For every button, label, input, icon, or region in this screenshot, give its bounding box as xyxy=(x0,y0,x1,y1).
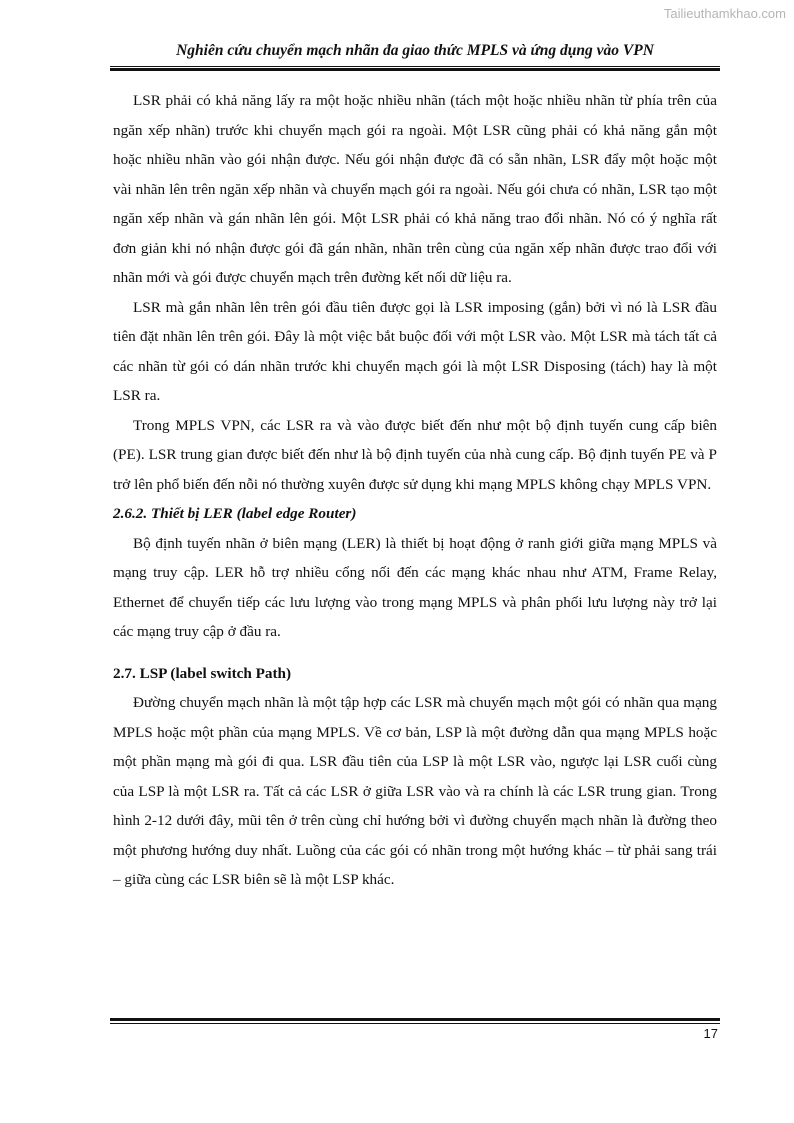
header-rule-thick xyxy=(110,68,720,71)
footer-rule-thin xyxy=(110,1023,720,1024)
page-body xyxy=(113,86,717,895)
paragraph-lsp: Đường chuyển mạch nhãn là một tập hợp các LSR mà chuyển mạch một gói có nhãn qua mạng MPLS hoặc một phần của mạng MPLS. Về cơ bản, LSP là một đường dẫn qua mạng MPLS hoặc một phần mạng mà gói đi qua. LSR đầu tiên của LSP là một LSR vào, ngược lại LSR cuối cùng của LSP là một LSR ra. Tất cả các LSR ở giữa LSR vào và ra chính là các LSR trung gian. Trong hình 2-12 dưới đây, mũi tên ở trên cùng chỉ hướng bởi vì đường chuyển mạch nhãn là đường theo một phương hướng duy nhất. Luồng của các gói có nhãn trong một hướng khác – từ phải sang trái – giữa cùng các LSR biên sẽ là một LSP khác. xyxy=(113,694,717,888)
paragraph-lsr-imposing: LSR mà gắn nhãn lên trên gói đầu tiên được gọi là LSR imposing (gắn) bởi vì nó là LSR đầu tiên đặt nhãn lên trên gói. Đây là một việc bắt buộc đối với một LSR vào. Một LSR mà tách tất cả các nhãn từ gói có dán nhãn trước khi chuyển mạch gói là một LSR Disposing (tách) hay là một LSR ra. xyxy=(113,298,717,404)
footer-rule-thick xyxy=(110,1018,720,1021)
section-heading-lsp: 2.7. LSP (label switch Path) xyxy=(113,664,292,682)
paragraph-mpls-vpn: Trong MPLS VPN, các LSR ra và vào được biết đến như một bộ định tuyến cung cấp biên (PE). LSR trung gian được biết đến như là bộ định tuyến của nhà cung cấp. Bộ định tuyến PE và P trở lên phổ biến đến nỗi nó thường xuyên được sử dụng khi mạng MPLS không chạy MPLS VPN. xyxy=(113,416,717,493)
header-rule-thin xyxy=(110,66,720,67)
section-heading-ler: 2.6.2. Thiết bị LER (label edge Router) xyxy=(113,505,357,522)
page-number: 17 xyxy=(703,1026,718,1041)
watermark: Tailieuthamkhao.com xyxy=(663,6,786,21)
paragraph-ler: Bộ định tuyến nhãn ở biên mạng (LER) là thiết bị hoạt động ở ranh giới giữa mạng MPLS và mạng truy cập. LER hỗ trợ nhiều cổng nối đến các mạng khác nhau như ATM, Frame Relay, Ethernet để chuyển tiếp các lưu lượng vào trong mạng MPLS và phân phối lưu lượng này trở lại các mạng truy cập ở đầu ra. xyxy=(113,534,717,640)
running-header: Nghiên cứu chuyển mạch nhãn đa giao thức MPLS và ứng dụng vào VPN xyxy=(176,42,654,59)
paragraph-lsr-labels: LSR phải có khả năng lấy ra một hoặc nhiều nhãn (tách một hoặc nhiều nhãn từ phía trên của ngăn xếp nhãn) trước khi chuyển mạch gói ra ngoài. Một LSR cũng phải có khả năng gắn một hoặc nhiều nhãn vào gói nhận được. Nếu gói nhận được đã có sẵn nhãn, LSR đẩy một hoặc một vài nhãn lên trên ngăn xếp nhãn và chuyển mạch gói ra ngoài. Nếu gói chưa có nhãn, LSR tạo một ngăn xếp nhãn và gán nhãn lên gói. Một LSR phải có khả năng trao đổi nhãn. Nó có ý nghĩa rất đơn giản khi nó nhận được gói đã gán nhãn, nhãn trên cùng của ngăn xếp nhãn được trao đổi với nhãn mới và gói được chuyển mạch trên đường kết nối dữ liệu ra. xyxy=(113,92,717,286)
